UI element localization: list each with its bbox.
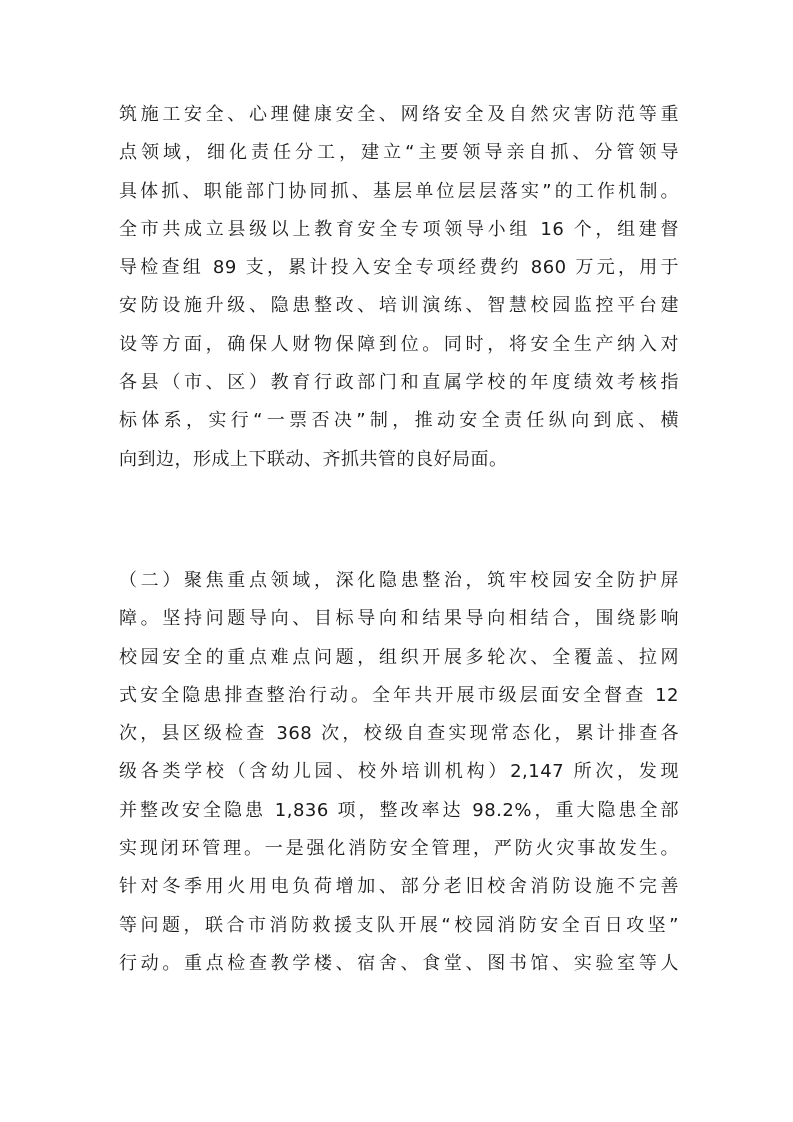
- text-line: 设等方面，确保人财物保障到位。同时，将安全生产纳入对: [119, 333, 679, 355]
- paragraph-1: [119, 100, 679, 483]
- text-line: 次，县区级检查 368 次，校级自查实现常态化，累计排查各: [119, 723, 679, 745]
- text-line: 筑施工安全、心理健康安全、网络安全及自然灾害防范等重: [119, 104, 679, 125]
- text-line: 校园安全的重点难点问题，组织开展多轮次、全覆盖、拉网: [119, 646, 679, 668]
- text-line: 向到边，形成上下联动、齐抓共管的良好局面。: [119, 448, 508, 470]
- text-line: 全市共成立县级以上教育安全专项领导小组 16 个，组建督: [119, 218, 679, 240]
- text-line: 障。坚持问题导向、目标导向和结果导向相结合，围绕影响: [119, 608, 679, 630]
- text-line: 各县（市、区）教育行政部门和直属学校的年度绩效考核指: [119, 372, 679, 394]
- text-line: 式安全隐患排查整治行动。全年共开展市级层面安全督查 12: [119, 684, 679, 706]
- text-line: 点领域，细化责任分工，建立“主要领导亲自抓、分管领导: [119, 142, 679, 164]
- text-line: 级各类学校（含幼儿园、校外培训机构）2,147 所次，发现: [119, 761, 679, 783]
- text-line: 实现闭环管理。一是强化消防安全管理，严防火灾事故发生。: [119, 838, 679, 860]
- text-line: 并整改安全隐患 1,836 项，整改率达 98.2%，重大隐患全部: [119, 799, 679, 821]
- paragraph-2: [119, 566, 679, 987]
- text-line: 行动。重点检查教学楼、宿舍、食堂、图书馆、实验室等人: [119, 952, 679, 974]
- text-line: 针对冬季用火用电负荷增加、部分老旧校舍消防设施不完善: [119, 876, 679, 898]
- text-line: 等问题，联合市消防救援支队开展“校园消防安全百日攻坚”: [119, 914, 679, 936]
- text-line: 具体抓、职能部门协同抓、基层单位层层落实”的工作机制。: [119, 180, 679, 202]
- text-line: 安防设施升级、隐患整改、培训演练、智慧校园监控平台建: [119, 295, 679, 317]
- section-heading-line: （二）聚焦重点领域，深化隐患整治，筑牢校园安全防护屏: [119, 570, 679, 591]
- text-line: 导检查组 89 支，累计投入安全专项经费约 860 万元，用于: [119, 257, 679, 279]
- text-line: 标体系，实行“一票否决”制，推动安全责任纵向到底、横: [119, 410, 679, 432]
